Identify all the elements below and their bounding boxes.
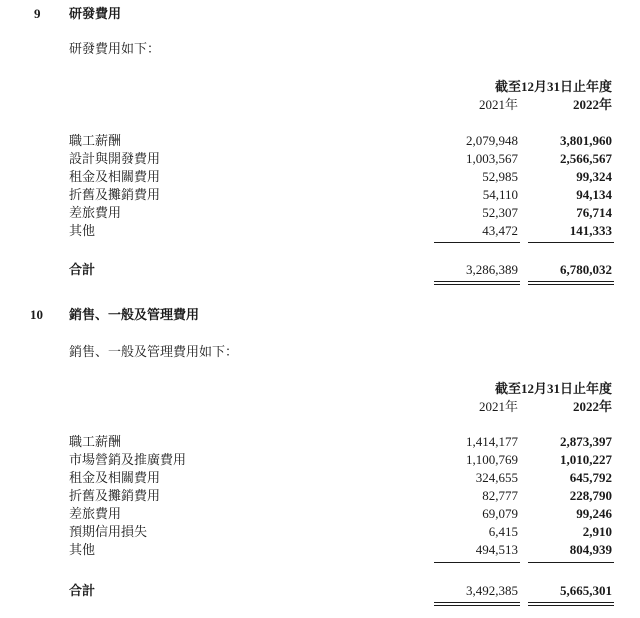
row-label: 租金及相關費用 xyxy=(69,470,161,485)
row-label: 市場營銷及推廣費用 xyxy=(69,452,187,467)
value-2022: 99,324 xyxy=(576,169,612,184)
value-2021: 324,655 xyxy=(475,470,518,485)
row-label: 差旅費用 xyxy=(69,205,122,220)
section-title: 研發費用 xyxy=(69,6,122,21)
total-label: 合計 xyxy=(69,262,96,277)
subtotal-rule xyxy=(434,562,520,563)
value-2021: 69,079 xyxy=(482,506,518,521)
total-rule xyxy=(528,602,614,603)
section-title: 銷售、一般及管理費用 xyxy=(69,307,200,322)
value-2021: 1,003,567 xyxy=(466,151,518,166)
subtotal-rule xyxy=(528,562,614,563)
value-2022: 141,333 xyxy=(569,223,612,238)
total-2021: 3,492,385 xyxy=(466,583,518,598)
value-2022: 99,246 xyxy=(576,506,612,521)
value-2022: 76,714 xyxy=(576,205,612,220)
total-2021: 3,286,389 xyxy=(466,262,518,277)
value-2022: 2,873,397 xyxy=(560,434,612,449)
value-2021: 2,079,948 xyxy=(466,133,518,148)
value-2022: 3,801,960 xyxy=(560,133,612,148)
row-label: 設計與開發費用 xyxy=(69,151,161,166)
row-label: 職工薪酬 xyxy=(69,434,122,449)
period-header: 截至12月31日止年度 xyxy=(494,79,612,94)
row-label: 職工薪酬 xyxy=(69,133,122,148)
row-label: 預期信用損失 xyxy=(69,524,148,539)
value-2021: 52,985 xyxy=(482,169,518,184)
year-2022-header: 2022年 xyxy=(572,399,612,414)
value-2022: 804,939 xyxy=(569,542,612,557)
section-intro: 研發費用如下： xyxy=(69,41,161,56)
value-2021: 1,100,769 xyxy=(466,452,518,467)
section-number: 10 xyxy=(30,307,43,322)
total-2022: 5,665,301 xyxy=(560,583,612,598)
value-2021: 43,472 xyxy=(482,223,518,238)
row-label: 折舊及攤銷費用 xyxy=(69,488,161,503)
value-2022: 645,792 xyxy=(569,470,612,485)
value-2021: 494,513 xyxy=(475,542,518,557)
section-number: 9 xyxy=(34,6,41,21)
row-label: 其他 xyxy=(69,223,96,238)
row-label: 租金及相關費用 xyxy=(69,169,161,184)
section-intro: 銷售、一般及管理費用如下： xyxy=(69,344,239,359)
total-rule xyxy=(528,281,614,282)
value-2021: 82,777 xyxy=(482,488,518,503)
value-2022: 2,910 xyxy=(582,524,612,539)
total-rule xyxy=(434,605,520,606)
year-2021-header: 2021年 xyxy=(478,97,518,112)
value-2022: 94,134 xyxy=(576,187,612,202)
value-2022: 228,790 xyxy=(569,488,612,503)
value-2021: 54,110 xyxy=(482,187,518,202)
value-2021: 52,307 xyxy=(482,205,518,220)
total-rule xyxy=(528,605,614,606)
total-2022: 6,780,032 xyxy=(560,262,612,277)
row-label: 差旅費用 xyxy=(69,506,122,521)
year-2022-header: 2022年 xyxy=(572,97,612,112)
year-2021-header: 2021年 xyxy=(478,399,518,414)
total-label: 合計 xyxy=(69,583,96,598)
period-header: 截至12月31日止年度 xyxy=(494,381,612,396)
value-2022: 2,566,567 xyxy=(560,151,612,166)
total-rule xyxy=(528,284,614,285)
total-rule xyxy=(434,284,520,285)
value-2021: 1,414,177 xyxy=(466,434,518,449)
value-2021: 6,415 xyxy=(488,524,518,539)
total-rule xyxy=(434,281,520,282)
subtotal-rule xyxy=(434,242,520,243)
total-rule xyxy=(434,602,520,603)
row-label: 其他 xyxy=(69,542,96,557)
subtotal-rule xyxy=(528,242,614,243)
row-label: 折舊及攤銷費用 xyxy=(69,187,161,202)
value-2022: 1,010,227 xyxy=(560,452,612,467)
